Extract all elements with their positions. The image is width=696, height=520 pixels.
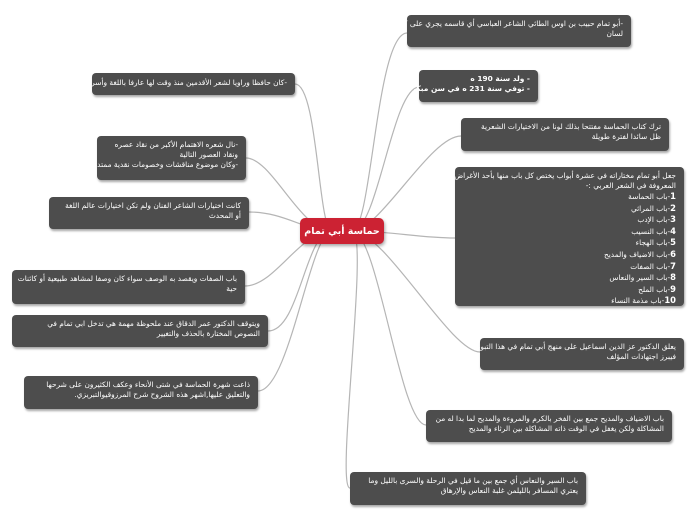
node-fame-line-2: والتعليق عليها,اشهر هذه الشروح شرح المرزوقيوالتبريزي. <box>74 390 250 399</box>
node-legacy[interactable] <box>461 118 669 151</box>
node-adyaf-line-2: المشاكلة ولكن يغفل في الوقت ذاته المشاكلة بين الرثاء والمديح <box>468 424 664 433</box>
node-fame-line-1: ذاعت شهرة الحماسة في شتى الأنحاء وعكف الكثيرون على شرحها <box>46 380 250 389</box>
chapter-num: 1 <box>670 191 676 201</box>
chapter-num: 9 <box>670 283 676 294</box>
node-izz[interactable] <box>471 338 684 370</box>
node-author-line-2: لسان <box>606 29 623 38</box>
node-rank-line-2: ونقاد العصور التالية <box>179 150 238 159</box>
link-fame <box>258 231 332 391</box>
node-legacy-line-1: ترك كتاب الحماسة مفتتحا بذلك لونا من الاختيارات الشعرية <box>481 122 661 131</box>
central-topic-title: حماسة أبي تمام <box>304 225 380 237</box>
chapter-num: 8 <box>670 272 676 283</box>
node-adyaf[interactable] <box>426 410 672 442</box>
chapter-label: -باب الاضياف والمديح <box>603 249 671 259</box>
node-chapters-intro-1: جعل أبو تمام مختاراته في عشرة أبواب يختص كل باب منها بأحد الأغراض <box>454 171 676 180</box>
link-sayr <box>346 231 357 488</box>
node-choices-line-2: أو المحدث <box>208 211 241 220</box>
chapter-num: 6 <box>670 248 676 259</box>
link-legacy <box>352 136 461 231</box>
chapter-num: 7 <box>670 260 676 271</box>
node-legacy-line-2: ظل سائدا لفترة طويلة <box>591 132 661 141</box>
chapter-item <box>463 203 676 215</box>
chapter-label: -باب النسيب <box>631 226 671 236</box>
node-dates-line-2: - توفي سنة 231 ه في سن مبكرة <box>407 84 530 93</box>
node-izz-line-1: يعلق الدكتور عز الدين اسماعيل على منهج أبي تمام في هذا التبويب <box>471 342 676 351</box>
node-daqqaq-line-1: ويتوقف الدكتور عمر الدقاق عند ملحوظة مهمة هي تدخل ابي تمام في <box>47 319 260 328</box>
chapter-item <box>463 295 676 307</box>
chapter-num: 10 <box>664 295 676 306</box>
chapter-item <box>463 272 676 284</box>
node-dates-line-1: - ولد سنة 190 ه <box>470 74 530 83</box>
node-rank-line-3: -وكان موضوع مناقشات وخصومات نقدية ممتدة <box>93 160 238 169</box>
chapter-num: 2 <box>670 202 676 213</box>
chapter-item <box>463 191 676 203</box>
node-sayr-line-1: باب السير والنعاس أي جمع بين ما قيل في الرحلة والسرى بالليل وما <box>368 476 578 485</box>
node-author-line-1: -أبو تمام حبيب بن اوس الطائي الشاعر العباسي أي قاسمه يجري على كل <box>398 19 623 28</box>
node-choices[interactable] <box>49 197 249 229</box>
node-fame[interactable] <box>24 376 258 409</box>
node-rank[interactable] <box>93 136 246 180</box>
node-choices-line-1: كانت اختيارات الشاعر الفنان ولم تكن اختيارات عالم اللغة <box>65 201 241 210</box>
node-sayr[interactable] <box>350 472 586 505</box>
node-chapters[interactable] <box>455 167 684 306</box>
node-sifat-line-1: باب الصفات ويقصد به الوصف سواء كان وصفا لمشاهد طبيعية أو كائنات <box>17 274 237 283</box>
link-daqqaq <box>268 231 332 331</box>
node-sifat[interactable] <box>12 270 245 304</box>
link-adyaf <box>352 231 426 425</box>
node-izz-line-2: فيبرز اجتهادات المؤلف <box>606 352 676 361</box>
chapter-item <box>463 226 676 238</box>
chapter-item <box>463 284 676 296</box>
node-dates[interactable] <box>407 70 538 102</box>
chapter-label: -باب مذمة النساء <box>611 296 665 306</box>
node-author[interactable] <box>398 15 631 47</box>
chapter-label: -باب الصفات <box>630 261 671 271</box>
chapter-item <box>463 249 676 261</box>
chapter-label: -باب الملح <box>638 284 671 294</box>
node-hafiz-line-1: -كان حافظا وراويا لشعر الأقدمين منذ وقت لها عارفا باللغة وأسرارها <box>79 78 287 87</box>
node-adyaf-line-1: باب الاضياف والمديح جمع بين الفخر بالكرم والمروءة والمديح لما بدا له من <box>435 414 664 423</box>
link-author <box>352 33 407 231</box>
central-topic[interactable] <box>300 218 384 244</box>
link-dates <box>352 87 419 231</box>
node-sayr-line-2: يعتري المسافر بالليلمن غلبة النعاس والإرهاق <box>440 486 578 495</box>
chapter-item <box>463 237 676 249</box>
chapter-num: 4 <box>670 225 676 236</box>
node-chapters-intro-2: المعروفة في الشعر العربي :- <box>585 181 676 190</box>
node-daqqaq[interactable] <box>12 315 268 347</box>
node-sifat-line-2: حية <box>226 284 237 293</box>
chapter-num: 5 <box>670 237 676 248</box>
node-daqqaq-line-2: النصوص المختارة بالحذف والتغيير <box>156 329 260 338</box>
chapter-num: 3 <box>670 214 676 225</box>
node-rank-line-1: -نال شعره الاهتمام الأكبر من نقاد عصره <box>114 140 238 149</box>
node-hafiz[interactable] <box>79 73 295 95</box>
chapter-label: -باب السير والنعاس <box>609 273 671 283</box>
chapter-label: -باب الهجاء <box>635 238 671 248</box>
chapter-label: -باب المراثي <box>630 203 671 213</box>
chapter-item <box>463 214 676 226</box>
chapter-label: -باب الإدب <box>637 215 671 225</box>
link-hafiz <box>295 84 332 231</box>
chapter-label: -باب الحماسة <box>628 192 671 201</box>
chapter-item <box>463 261 676 273</box>
